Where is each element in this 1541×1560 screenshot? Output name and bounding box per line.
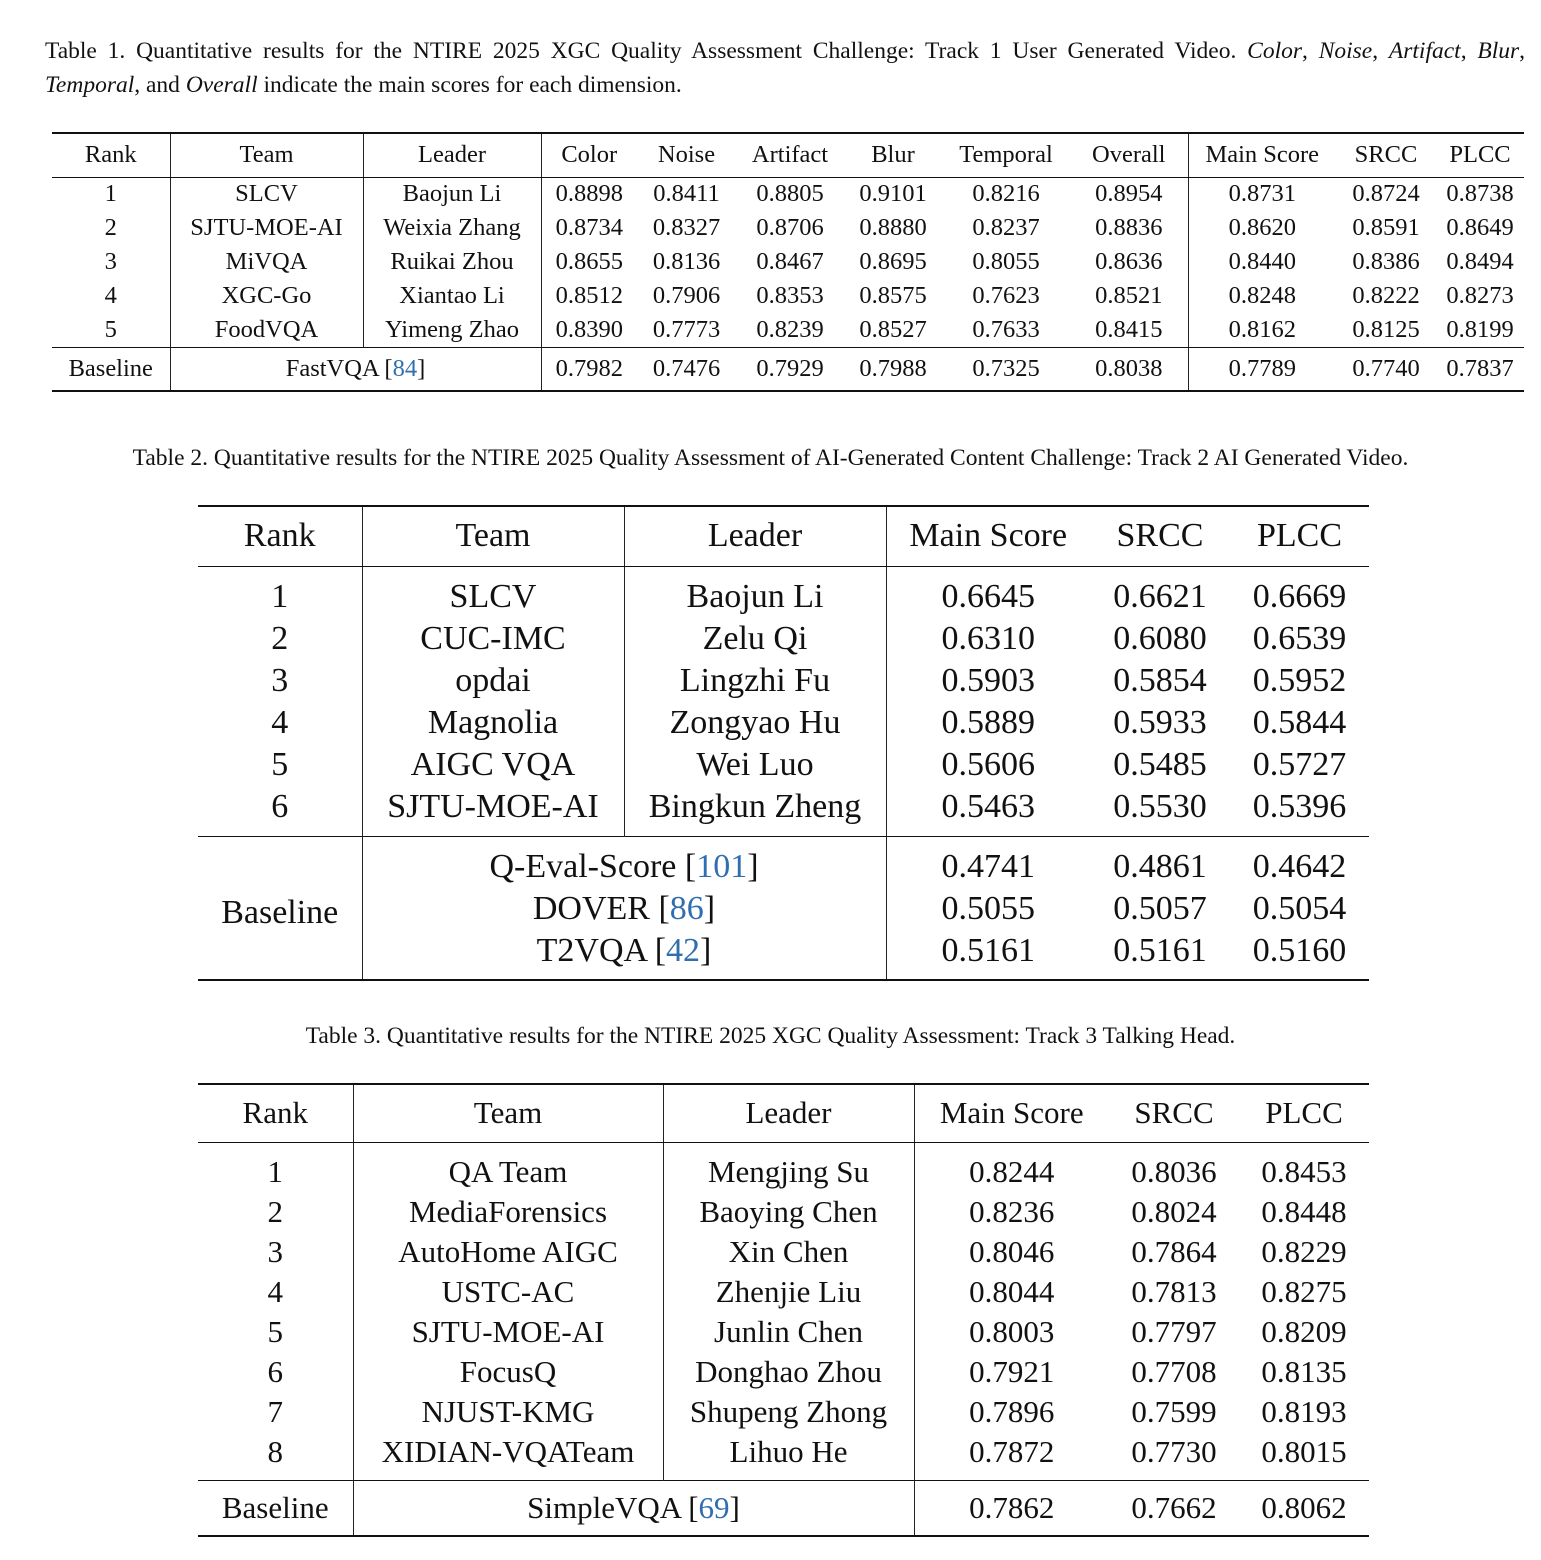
plcc-cell: 0.8275 xyxy=(1261,1274,1347,1309)
main-score-cell: 0.5889 xyxy=(941,704,1035,741)
srcc-cell: 0.5057 xyxy=(1113,890,1207,927)
plcc-cell: 0.5952 xyxy=(1252,662,1347,699)
plcc-cell: 0.5727 xyxy=(1252,746,1347,783)
color-cell: 0.8898 xyxy=(555,180,623,208)
table-row xyxy=(198,566,1369,618)
srcc-cell: 0.8125 xyxy=(1352,315,1420,343)
plcc-cell: 0.5844 xyxy=(1252,704,1347,741)
team-cell: FoodVQA xyxy=(170,313,363,347)
leader-cell: Wei Luo xyxy=(624,744,886,786)
citation-link[interactable]: 86 xyxy=(669,890,704,927)
artifact-cell: 0.8805 xyxy=(756,180,824,208)
overall-cell: 0.8415 xyxy=(1070,313,1188,347)
noise-cell: 0.8327 xyxy=(652,214,721,241)
srcc-cell: 0.7730 xyxy=(1131,1433,1217,1469)
blur-cell: 0.8575 xyxy=(859,282,927,309)
team-cell: XIDIAN-VQATeam xyxy=(353,1432,663,1480)
leader-cell: Ruikai Zhou xyxy=(363,245,541,279)
team-cell: opdai xyxy=(362,660,624,702)
rank-cell: 2 xyxy=(198,618,362,660)
srcc-cell: 0.8591 xyxy=(1352,214,1420,241)
table1-baseline-row xyxy=(52,347,1524,391)
table3-header-leader: Leader xyxy=(663,1084,914,1142)
baseline-method: FastVQA [84] xyxy=(170,347,541,391)
table-row xyxy=(198,744,1369,786)
table2-header-row xyxy=(198,506,1369,566)
main-score-cell: 0.8003 xyxy=(969,1314,1055,1349)
overall-cell: 0.8636 xyxy=(1070,245,1188,279)
srcc-cell: 0.7662 xyxy=(1109,1480,1239,1536)
table1-header-leader: Leader xyxy=(363,133,541,177)
blur-cell: 0.9101 xyxy=(859,180,927,208)
main-score-cell: 0.8044 xyxy=(969,1274,1055,1309)
citation-link[interactable]: 101 xyxy=(696,848,748,886)
citation-link[interactable]: 69 xyxy=(698,1489,730,1525)
table-row xyxy=(198,618,1369,660)
table-row xyxy=(198,1192,1369,1232)
plcc-cell: 0.7837 xyxy=(1436,347,1524,391)
srcc-cell: 0.7599 xyxy=(1131,1394,1217,1429)
color-cell: 0.8734 xyxy=(555,214,623,241)
team-cell: MiVQA xyxy=(170,245,363,279)
table1-header-team: Team xyxy=(170,133,363,177)
main-score-cell: 0.8244 xyxy=(969,1154,1055,1190)
team-cell: Magnolia xyxy=(362,702,624,744)
leader-cell: Zhenjie Liu xyxy=(663,1272,914,1312)
srcc-cell: 0.6621 xyxy=(1113,578,1207,616)
team-cell: FocusQ xyxy=(353,1352,663,1392)
table-row xyxy=(52,279,1524,313)
table1-header-plcc: PLCC xyxy=(1436,133,1524,177)
srcc-cell: 0.8724 xyxy=(1352,180,1420,208)
plcc-cell: 0.8209 xyxy=(1261,1314,1347,1349)
blur-cell: 0.8695 xyxy=(859,248,927,275)
rank-cell: 3 xyxy=(198,660,362,702)
table1-header-rank: Rank xyxy=(52,133,170,177)
table-row xyxy=(52,245,1524,279)
artifact-cell: 0.8706 xyxy=(756,214,824,241)
main-score-cell: 0.8046 xyxy=(969,1234,1055,1269)
team-cell: USTC-AC xyxy=(353,1272,663,1312)
table2-baseline-row xyxy=(198,930,1369,980)
leader-cell: Yimeng Zhao xyxy=(363,313,541,347)
plcc-cell: 0.8448 xyxy=(1261,1194,1347,1229)
plcc-cell: 0.8453 xyxy=(1261,1154,1347,1190)
team-cell: XGC-Go xyxy=(170,279,363,313)
table2-baseline-row xyxy=(198,888,1369,930)
temporal-cell: 0.8237 xyxy=(972,214,1040,241)
leader-cell: Zelu Qi xyxy=(624,618,886,660)
plcc-cell: 0.6539 xyxy=(1252,620,1347,657)
srcc-cell: 0.4861 xyxy=(1090,836,1230,888)
leader-cell: Mengjing Su xyxy=(663,1142,914,1192)
table3-header-team: Team xyxy=(353,1084,663,1142)
table1-caption: Table 1. Quantitative results for the NTIRE 2025 XGC Quality Assessment Challenge: Track 1 User Generated Video. Color, Noise, Artifact, Blur, Temporal, and Overall indicate the main scores for each dimension. xyxy=(45,38,1526,98)
leader-cell: Weixia Zhang xyxy=(363,211,541,245)
table1-header-overall: Overall xyxy=(1070,133,1188,177)
noise-cell: 0.8411 xyxy=(653,180,720,208)
rank-cell: 1 xyxy=(198,1142,353,1192)
table-row xyxy=(198,660,1369,702)
leader-cell: Baojun Li xyxy=(624,566,886,618)
table1-header-main-score: Main Score xyxy=(1188,133,1336,177)
main-score-cell: 0.5055 xyxy=(941,890,1035,927)
noise-cell: 0.7773 xyxy=(652,315,721,343)
main-score-cell: 0.5606 xyxy=(941,746,1035,783)
table-row xyxy=(198,1392,1369,1432)
color-cell: 0.7982 xyxy=(541,347,637,391)
rank-cell: 4 xyxy=(198,1272,353,1312)
baseline-method: SimpleVQA [69] xyxy=(353,1480,914,1536)
table2-caption: Table 2. Quantitative results for the NTIRE 2025 Quality Assessment of AI-Generated Content Challenge: Track 2 AI Generated Video. xyxy=(132,445,1409,471)
plcc-cell: 0.8273 xyxy=(1446,282,1514,309)
table1-header-row xyxy=(52,133,1524,177)
team-cell: SJTU-MOE-AI xyxy=(170,211,363,245)
main-score-cell: 0.6310 xyxy=(941,620,1035,657)
rank-cell: 1 xyxy=(52,177,170,211)
srcc-cell: 0.5933 xyxy=(1113,704,1207,741)
table2-header-leader: Leader xyxy=(624,506,886,566)
team-cell: MediaForensics xyxy=(353,1192,663,1232)
table2-header-team: Team xyxy=(362,506,624,566)
table2-header-rank: Rank xyxy=(198,506,362,566)
overall-cell: 0.8836 xyxy=(1070,211,1188,245)
table-row xyxy=(198,1312,1369,1352)
table3-header-plcc: PLCC xyxy=(1239,1084,1369,1142)
srcc-cell: 0.5530 xyxy=(1113,787,1207,825)
main-score-cell: 0.5903 xyxy=(941,662,1035,699)
leader-cell: Xin Chen xyxy=(663,1232,914,1272)
table3 xyxy=(198,1083,1369,1537)
team-cell: SLCV xyxy=(170,177,363,211)
team-cell: AIGC VQA xyxy=(362,744,624,786)
plcc-cell: 0.6669 xyxy=(1252,578,1347,616)
table1-header-blur: Blur xyxy=(844,133,942,177)
baseline-method: Q-Eval-Score [101] xyxy=(362,836,886,888)
table3-header-row xyxy=(198,1084,1369,1142)
table1 xyxy=(52,132,1524,392)
plcc-cell: 0.8015 xyxy=(1261,1433,1347,1469)
plcc-cell: 0.4642 xyxy=(1230,836,1369,888)
table3-header-rank: Rank xyxy=(198,1084,353,1142)
rank-cell: 6 xyxy=(198,786,362,836)
rank-cell: 4 xyxy=(198,702,362,744)
main-score-cell: 0.8248 xyxy=(1228,282,1296,309)
plcc-cell: 0.8738 xyxy=(1446,180,1514,208)
srcc-cell: 0.5854 xyxy=(1113,662,1207,699)
leader-cell: Xiantao Li xyxy=(363,279,541,313)
srcc-cell: 0.5161 xyxy=(1090,930,1230,980)
table2 xyxy=(198,505,1369,981)
rank-cell: 5 xyxy=(198,1312,353,1352)
srcc-cell: 0.5485 xyxy=(1113,746,1207,783)
table-row xyxy=(52,177,1524,211)
color-cell: 0.8655 xyxy=(555,248,623,275)
baseline-label: Baseline xyxy=(198,1480,353,1536)
table3-caption: Table 3. Quantitative results for the NTIRE 2025 XGC Quality Assessment: Track 3 Talking Head. xyxy=(305,1023,1236,1049)
artifact-cell: 0.8467 xyxy=(756,248,824,275)
plcc-cell: 0.5054 xyxy=(1252,890,1347,927)
main-score-cell: 0.7921 xyxy=(969,1354,1055,1389)
srcc-cell: 0.8222 xyxy=(1352,282,1420,309)
color-cell: 0.8390 xyxy=(555,315,623,343)
noise-cell: 0.7906 xyxy=(652,282,721,309)
artifact-cell: 0.7929 xyxy=(736,347,844,391)
team-cell: SJTU-MOE-AI xyxy=(353,1312,663,1352)
blur-cell: 0.7988 xyxy=(844,347,942,391)
main-score-cell: 0.8620 xyxy=(1228,214,1296,241)
team-cell: AutoHome AIGC xyxy=(353,1232,663,1272)
noise-cell: 0.8136 xyxy=(652,248,721,275)
srcc-cell: 0.8024 xyxy=(1131,1194,1217,1229)
table3-baseline-row xyxy=(198,1480,1369,1536)
plcc-cell: 0.8062 xyxy=(1239,1480,1369,1536)
plcc-cell: 0.8199 xyxy=(1446,315,1514,343)
srcc-cell: 0.7740 xyxy=(1336,347,1436,391)
main-score-cell: 0.7896 xyxy=(969,1394,1055,1429)
table-row xyxy=(198,1432,1369,1480)
rank-cell: 3 xyxy=(52,245,170,279)
blur-cell: 0.8880 xyxy=(859,214,927,241)
main-score-cell: 0.5463 xyxy=(941,787,1035,825)
plcc-cell: 0.8229 xyxy=(1261,1234,1347,1269)
srcc-cell: 0.7797 xyxy=(1131,1314,1217,1349)
srcc-cell: 0.7708 xyxy=(1131,1354,1217,1389)
plcc-cell: 0.8649 xyxy=(1446,214,1514,241)
rank-cell: 7 xyxy=(198,1392,353,1432)
leader-cell: Junlin Chen xyxy=(663,1312,914,1352)
table-row xyxy=(198,1352,1369,1392)
rank-cell: 5 xyxy=(52,313,170,347)
leader-cell: Baoying Chen xyxy=(663,1192,914,1232)
team-cell: CUC-IMC xyxy=(362,618,624,660)
leader-cell: Donghao Zhou xyxy=(663,1352,914,1392)
table-row xyxy=(198,1232,1369,1272)
main-score-cell: 0.8440 xyxy=(1228,248,1296,275)
artifact-cell: 0.8353 xyxy=(756,282,824,309)
plcc-cell: 0.5160 xyxy=(1230,930,1369,980)
team-cell: NJUST-KMG xyxy=(353,1392,663,1432)
table-row xyxy=(198,1142,1369,1192)
overall-cell: 0.8038 xyxy=(1070,347,1188,391)
table2-header-plcc: PLCC xyxy=(1230,506,1369,566)
table2-header-main-score: Main Score xyxy=(886,506,1090,566)
temporal-cell: 0.7325 xyxy=(942,347,1070,391)
rank-cell: 3 xyxy=(198,1232,353,1272)
color-cell: 0.8512 xyxy=(555,282,623,309)
rank-cell: 1 xyxy=(198,566,362,618)
temporal-cell: 0.7623 xyxy=(972,282,1040,309)
main-score-cell: 0.4741 xyxy=(886,836,1090,888)
main-score-cell: 0.7872 xyxy=(969,1433,1055,1469)
rank-cell: 6 xyxy=(198,1352,353,1392)
leader-cell: Lihuo He xyxy=(663,1432,914,1480)
artifact-cell: 0.8239 xyxy=(756,315,824,343)
table-row xyxy=(198,786,1369,836)
rank-cell: 4 xyxy=(52,279,170,313)
main-score-cell: 0.8236 xyxy=(969,1194,1055,1229)
srcc-cell: 0.6080 xyxy=(1113,620,1207,657)
leader-cell: Baojun Li xyxy=(363,177,541,211)
baseline-method: T2VQA [42] xyxy=(362,930,886,980)
citation-link[interactable]: 84 xyxy=(392,354,418,382)
baseline-method: DOVER [86] xyxy=(362,888,886,930)
table1-header-noise: Noise xyxy=(637,133,736,177)
table3-header-main-score: Main Score xyxy=(914,1084,1109,1142)
main-score-cell: 0.7789 xyxy=(1188,347,1336,391)
leader-cell: Zongyao Hu xyxy=(624,702,886,744)
table2-header-srcc: SRCC xyxy=(1090,506,1230,566)
table-row xyxy=(198,1272,1369,1312)
baseline-label: Baseline xyxy=(52,347,170,391)
main-score-cell: 0.8162 xyxy=(1228,315,1296,343)
srcc-cell: 0.8386 xyxy=(1352,248,1420,275)
team-cell: SLCV xyxy=(362,566,624,618)
leader-cell: Shupeng Zhong xyxy=(663,1392,914,1432)
rank-cell: 5 xyxy=(198,744,362,786)
rank-cell: 2 xyxy=(52,211,170,245)
plcc-cell: 0.8494 xyxy=(1446,248,1514,275)
plcc-cell: 0.5396 xyxy=(1252,787,1347,825)
table3-header-srcc: SRCC xyxy=(1109,1084,1239,1142)
table1-header-color: Color xyxy=(541,133,637,177)
table-row xyxy=(52,313,1524,347)
main-score-cell: 0.8731 xyxy=(1228,180,1296,208)
temporal-cell: 0.8055 xyxy=(972,248,1040,275)
team-cell: QA Team xyxy=(353,1142,663,1192)
table1-header-srcc: SRCC xyxy=(1336,133,1436,177)
main-score-cell: 0.5161 xyxy=(886,930,1090,980)
leader-cell: Lingzhi Fu xyxy=(624,660,886,702)
table1-header-temporal: Temporal xyxy=(942,133,1070,177)
baseline-label: Baseline xyxy=(198,836,362,980)
table1-header-artifact: Artifact xyxy=(736,133,844,177)
table-row xyxy=(198,702,1369,744)
rank-cell: 2 xyxy=(198,1192,353,1232)
srcc-cell: 0.7813 xyxy=(1131,1274,1217,1309)
overall-cell: 0.8954 xyxy=(1070,177,1188,211)
main-score-cell: 0.6645 xyxy=(941,578,1035,616)
main-score-cell: 0.7862 xyxy=(914,1480,1109,1536)
noise-cell: 0.7476 xyxy=(637,347,736,391)
rank-cell: 8 xyxy=(198,1432,353,1480)
table2-baseline-row xyxy=(198,836,1369,888)
blur-cell: 0.8527 xyxy=(859,315,927,343)
plcc-cell: 0.8193 xyxy=(1261,1394,1347,1429)
plcc-cell: 0.8135 xyxy=(1261,1354,1347,1389)
temporal-cell: 0.8216 xyxy=(972,180,1040,208)
srcc-cell: 0.7864 xyxy=(1131,1234,1217,1269)
citation-link[interactable]: 42 xyxy=(666,931,701,969)
temporal-cell: 0.7633 xyxy=(972,315,1040,343)
team-cell: SJTU-MOE-AI xyxy=(362,786,624,836)
srcc-cell: 0.8036 xyxy=(1131,1154,1217,1190)
leader-cell: Bingkun Zheng xyxy=(624,786,886,836)
table-row xyxy=(52,211,1524,245)
overall-cell: 0.8521 xyxy=(1070,279,1188,313)
